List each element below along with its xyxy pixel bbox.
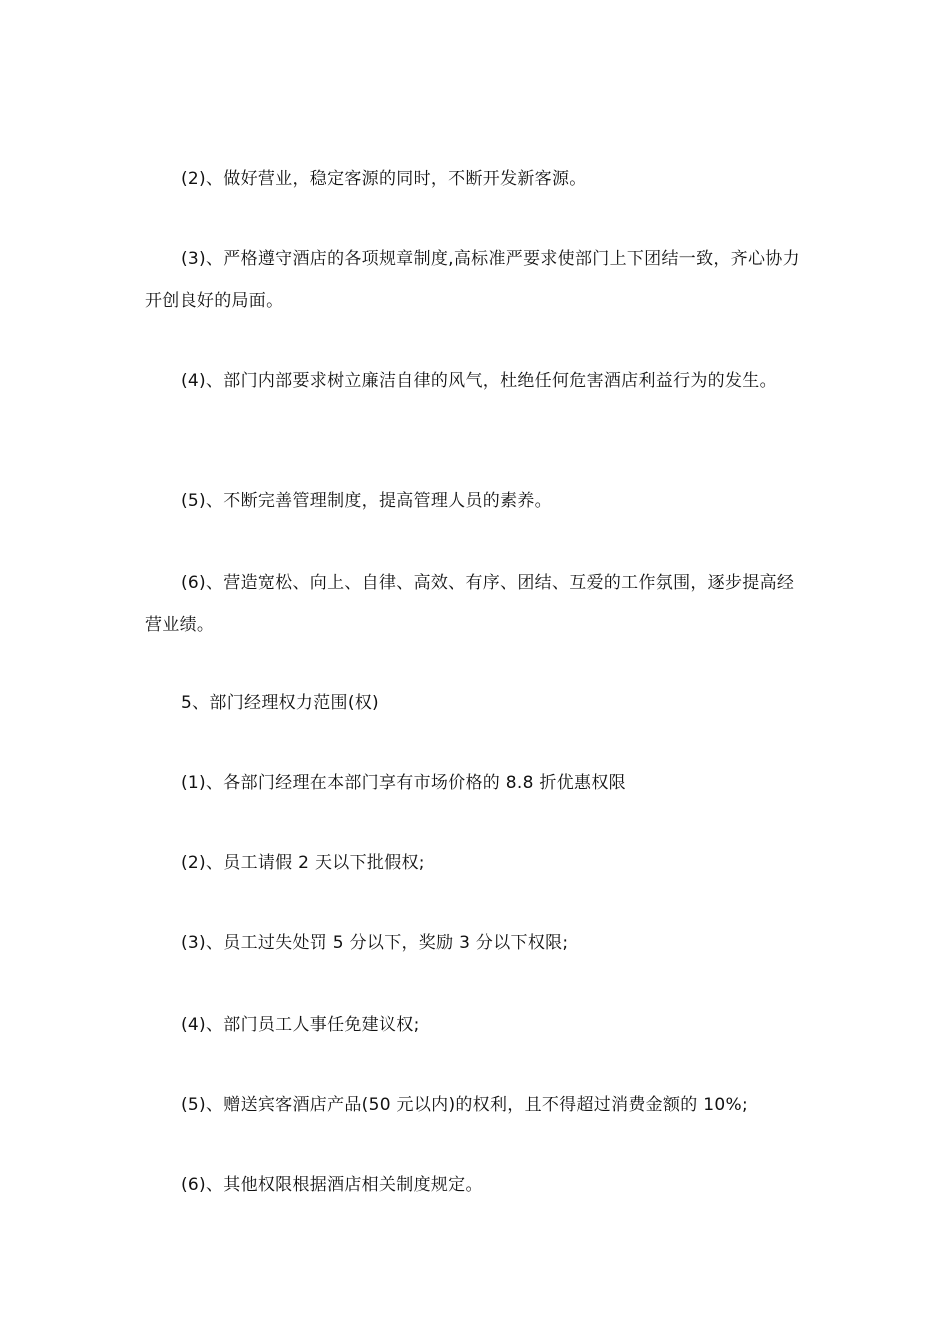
section-heading-manager-authority: 5、部门经理权力范围(权): [181, 693, 379, 713]
paragraph-item-6-atmosphere: (6)、营造宽松、向上、自律、高效、有序、团结、互爱的工作氛围，逐步提高经营业绩。: [145, 573, 795, 635]
paragraph-item-4-integrity: (4)、部门内部要求树立廉洁自律的风气，杜绝任何危害酒店利益行为的发生。: [181, 371, 777, 391]
paragraph-item-3-rules: (3)、严格遵守酒店的各项规章制度,高标准严要求使部门上下团结一致，齐心协力开创良好的局面。: [145, 249, 800, 311]
paragraph-item-5-management: (5)、不断完善管理制度，提高管理人员的素养。: [181, 491, 552, 511]
authority-item-4-personnel: (4)、部门员工人事任免建议权;: [181, 1015, 420, 1035]
authority-item-2-leave: (2)、员工请假 2 天以下批假权;: [181, 853, 425, 873]
authority-item-5-gifts: (5)、赠送宾客酒店产品(50 元以内)的权利，且不得超过消费金额的 10%;: [181, 1095, 748, 1115]
authority-item-3-discipline: (3)、员工过失处罚 5 分以下，奖励 3 分以下权限;: [181, 933, 569, 953]
authority-item-6-other: (6)、其他权限根据酒店相关制度规定。: [181, 1175, 483, 1195]
authority-item-1-discount: (1)、各部门经理在本部门享有市场价格的 8.8 折优惠权限: [181, 773, 626, 793]
paragraph-item-2-business: (2)、做好营业，稳定客源的同时，不断开发新客源。: [181, 169, 587, 189]
